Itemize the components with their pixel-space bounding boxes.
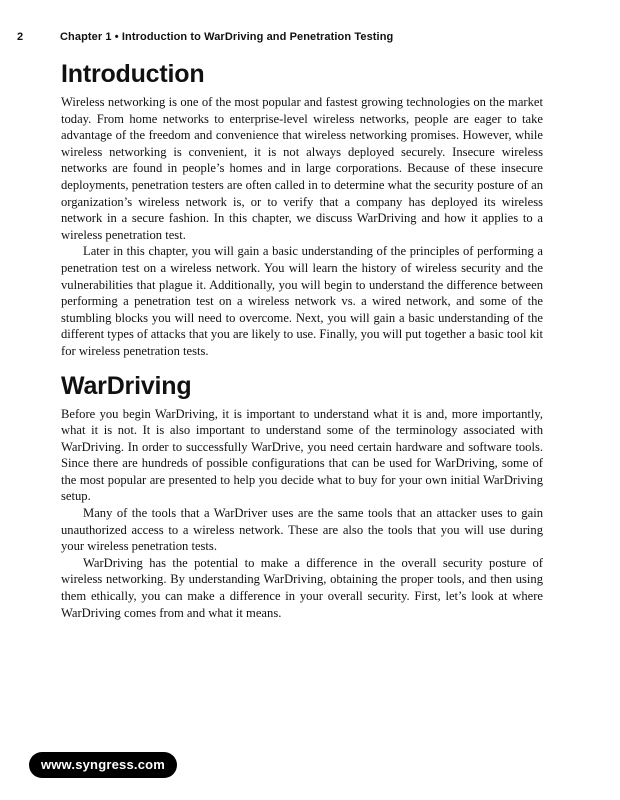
intro-paragraph-2: Later in this chapter, you will gain a basic understanding of the principles of performing a penetration test on a wireless network. You will learn the history of wireless security and the vulnerabilities that plague it. Additionally, you will begin to understand the difference between performing a penetration test on a wireless network vs. a wired network, and some of the stumbling blocks you will need to overcome. Next, you will gain a basic understanding of the different types of attacks that you are likely to use. Finally, you will put together a basic tool kit for wireless penetration tests. — [61, 244, 543, 358]
footer-website-badge: www.syngress.com — [29, 752, 177, 778]
section-heading-wardriving: WarDriving — [61, 371, 192, 400]
chapter-title: Chapter 1 • Introduction to WarDriving and Penetration Testing — [60, 31, 394, 43]
wardriving-paragraph-3: WarDriving has the potential to make a difference in the overall security posture of wireless networking. By understanding WarDriving, obtaining the proper tools, and then using them ethically, you can make a difference in your overall security. First, let’s look at where WarDriving comes from and what it means. — [61, 555, 543, 620]
wardriving-paragraph-2: Many of the tools that a WarDriver uses are the same tools that an attacker uses to gain unauthorized access to a wireless network. These are also the tools that you will use during your wireless penetration tests. — [61, 506, 543, 554]
section-heading-introduction: Introduction — [61, 60, 205, 88]
running-head — [17, 31, 600, 43]
page-number: 2 — [17, 31, 24, 43]
page-content — [61, 57, 543, 621]
wardriving-paragraph-1: Before you begin WarDriving, it is important to understand what it is and, more importantly, what it is not. It is also important to understand some of the terminology associated with WarDriving. In order to successfully WarDrive, you need certain hardware and software tools. Since there are hundreds of possible configurations that can be used for WarDriving, some of the most popular are presented to help you decide what to buy for your own initial WarDriving setup. — [61, 406, 543, 504]
intro-paragraph-1: Wireless networking is one of the most popular and fastest growing technologies on the market today. From home networks to enterprise-level wireless networks, people are eager to take advantage of the freedom and convenience that wireless networking promises. However, while wireless networking is convenient, it is not always deployed securely. Insecure wireless networks are found in people’s homes and in large corporations. Because of these insecure deployments, penetration testers are often called in to determine what the security posture of an organization’s wireless network is, or to verify that a company has deployed its wireless network in a secure fashion. In this chapter, we discuss WarDriving and how it applies to a wireless penetration test. — [61, 95, 543, 242]
